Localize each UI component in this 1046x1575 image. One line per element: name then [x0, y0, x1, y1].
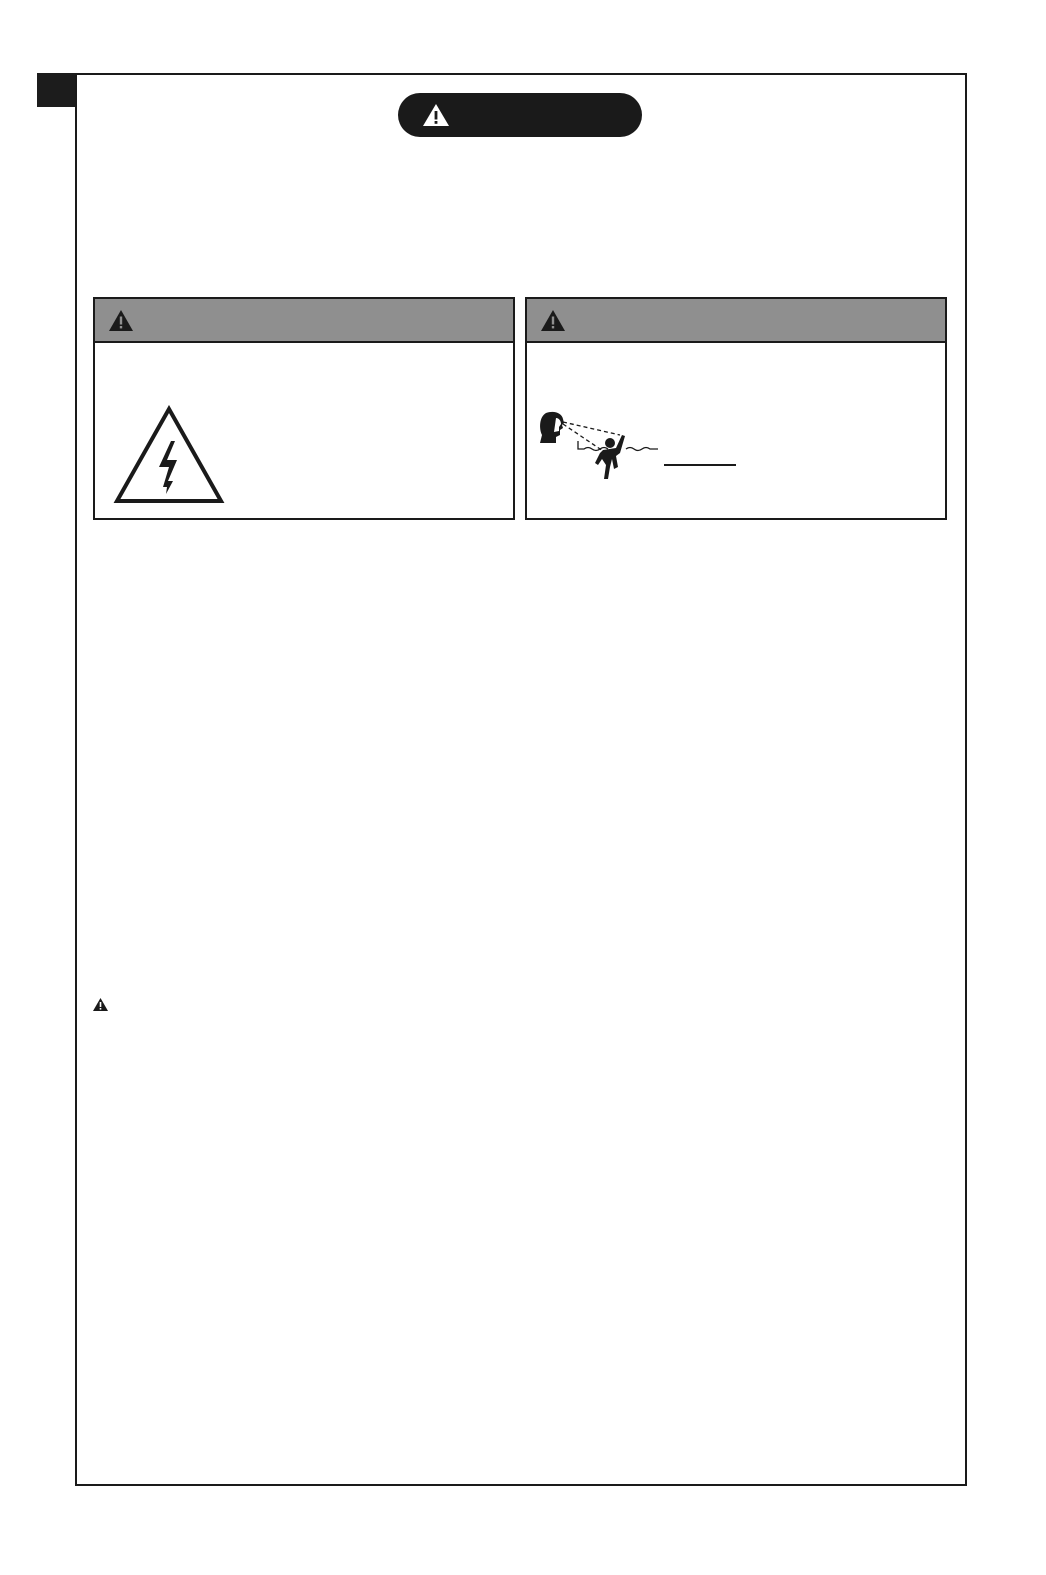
corner-tab [37, 73, 76, 107]
warning-box-electric [93, 297, 515, 520]
warning-triangle-icon [108, 309, 134, 332]
drowning-supervision-icon [536, 409, 666, 491]
warning-box-header [527, 299, 945, 343]
warning-triangle-icon [540, 309, 566, 332]
small-warning-icon [92, 997, 109, 1012]
underline-rule [664, 464, 736, 466]
header-banner [398, 93, 642, 137]
warning-triangle-icon [422, 103, 450, 127]
page-frame [75, 73, 967, 1486]
warning-box-supervision [525, 297, 947, 520]
electric-shock-icon [113, 405, 225, 505]
warning-box-header [95, 299, 513, 343]
